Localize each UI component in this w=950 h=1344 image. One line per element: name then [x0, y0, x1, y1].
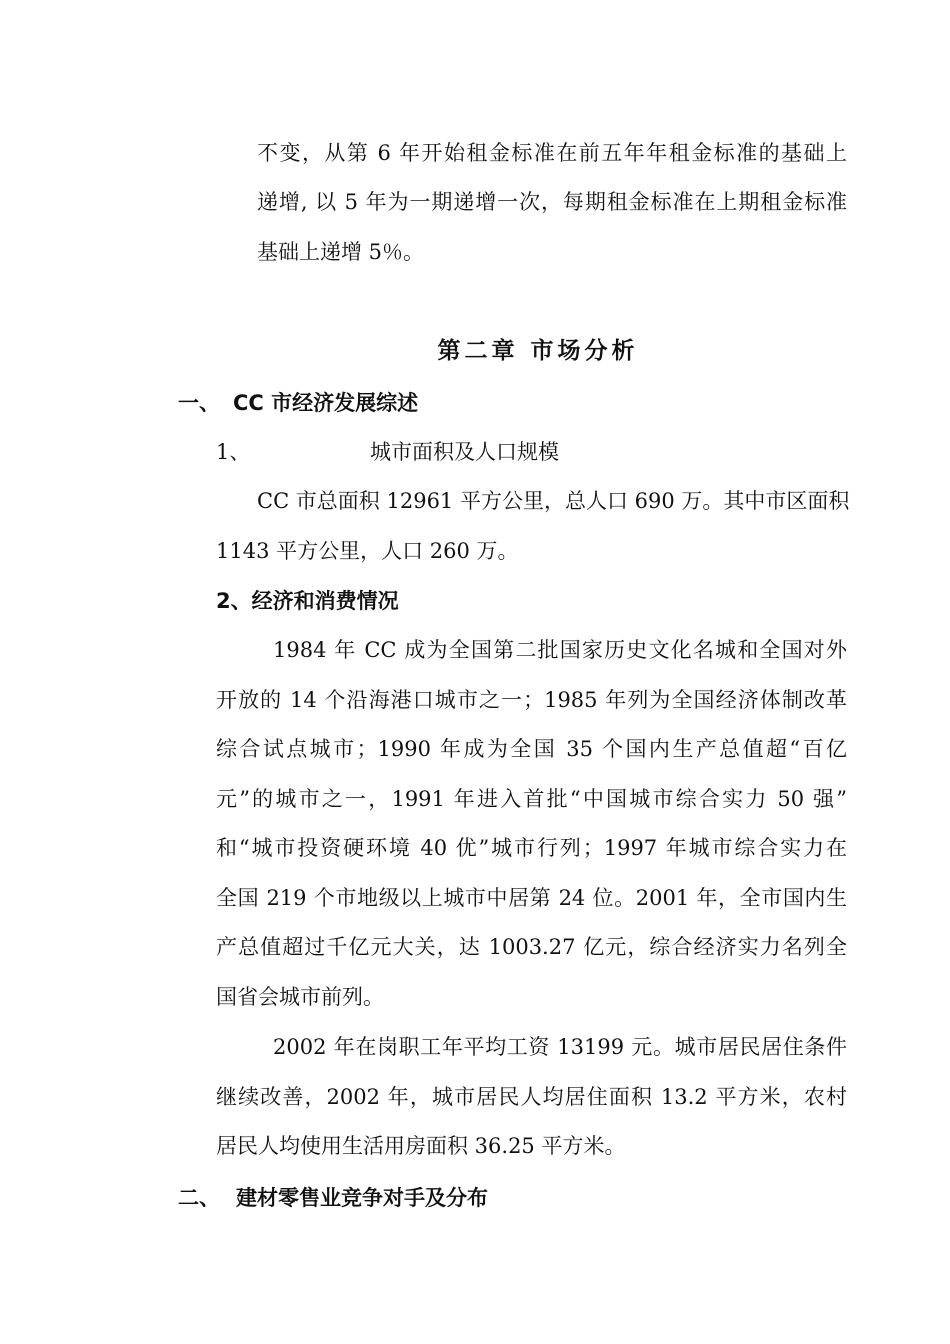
- para1-line-8: 国省会城市前列。: [216, 985, 384, 1009]
- section1-title: CC 市经济发展综述: [233, 391, 419, 415]
- para2-line-3: 居民人均使用生活用房面积 36.25 平方米。: [216, 1134, 626, 1158]
- para1-line-2: 开放的 14 个沿海港口城市之一；1985 年列为全国经济体制改革: [216, 688, 847, 712]
- para2-line-2: 继续改善，2002 年，城市居民人均居住面积 13.2 平方米，农村: [216, 1085, 847, 1109]
- para1-line-1: 1984 年 CC 成为全国第二批国家历史文化名城和全国对外: [273, 638, 847, 662]
- section1-number: 一、: [178, 391, 220, 415]
- intro-line-2: 递增, 以 5 年为一期递增一次，每期租金标准在上期租金标准: [257, 190, 847, 214]
- sub1-number: 1、: [216, 440, 251, 464]
- sub1-line-2: 1143 平方公里，人口 260 万。: [216, 539, 519, 563]
- para1-line-7: 产总值超过千亿元大关，达 1003.27 亿元，综合经济实力名列全: [216, 935, 847, 959]
- para1-line-3: 综合试点城市；1990 年成为全国 35 个国内生产总值超“百亿: [216, 737, 847, 761]
- sub2-title: 2、经济和消费情况: [216, 589, 399, 613]
- chapter-title: 第二章 市场分析: [437, 338, 639, 364]
- sub1-title: 城市面积及人口规模: [370, 440, 559, 464]
- para1-line-6: 全国 219 个市地级以上城市中居第 24 位。2001 年，全市国内生: [216, 886, 847, 910]
- para2-line-1: 2002 年在岗职工年平均工资 13199 元。城市居民居住条件: [273, 1035, 847, 1059]
- para1-line-4: 元”的城市之一，1991 年进入首批“中国城市综合实力 50 强”: [216, 787, 847, 811]
- section2-title: 建材零售业竞争对手及分布: [236, 1186, 488, 1210]
- section2-number: 二、: [178, 1186, 220, 1210]
- para1-line-5: 和“城市投资硬环境 40 优”城市行列；1997 年城市综合实力在: [216, 836, 847, 860]
- intro-line-3: 基础上递增 5％。: [257, 240, 425, 264]
- sub1-line-1: CC 市总面积 12961 平方公里，总人口 690 万。其中市区面积: [257, 489, 850, 513]
- intro-line-1: 不变，从第 6 年开始租金标准在前五年年租金标准的基础上: [257, 141, 847, 165]
